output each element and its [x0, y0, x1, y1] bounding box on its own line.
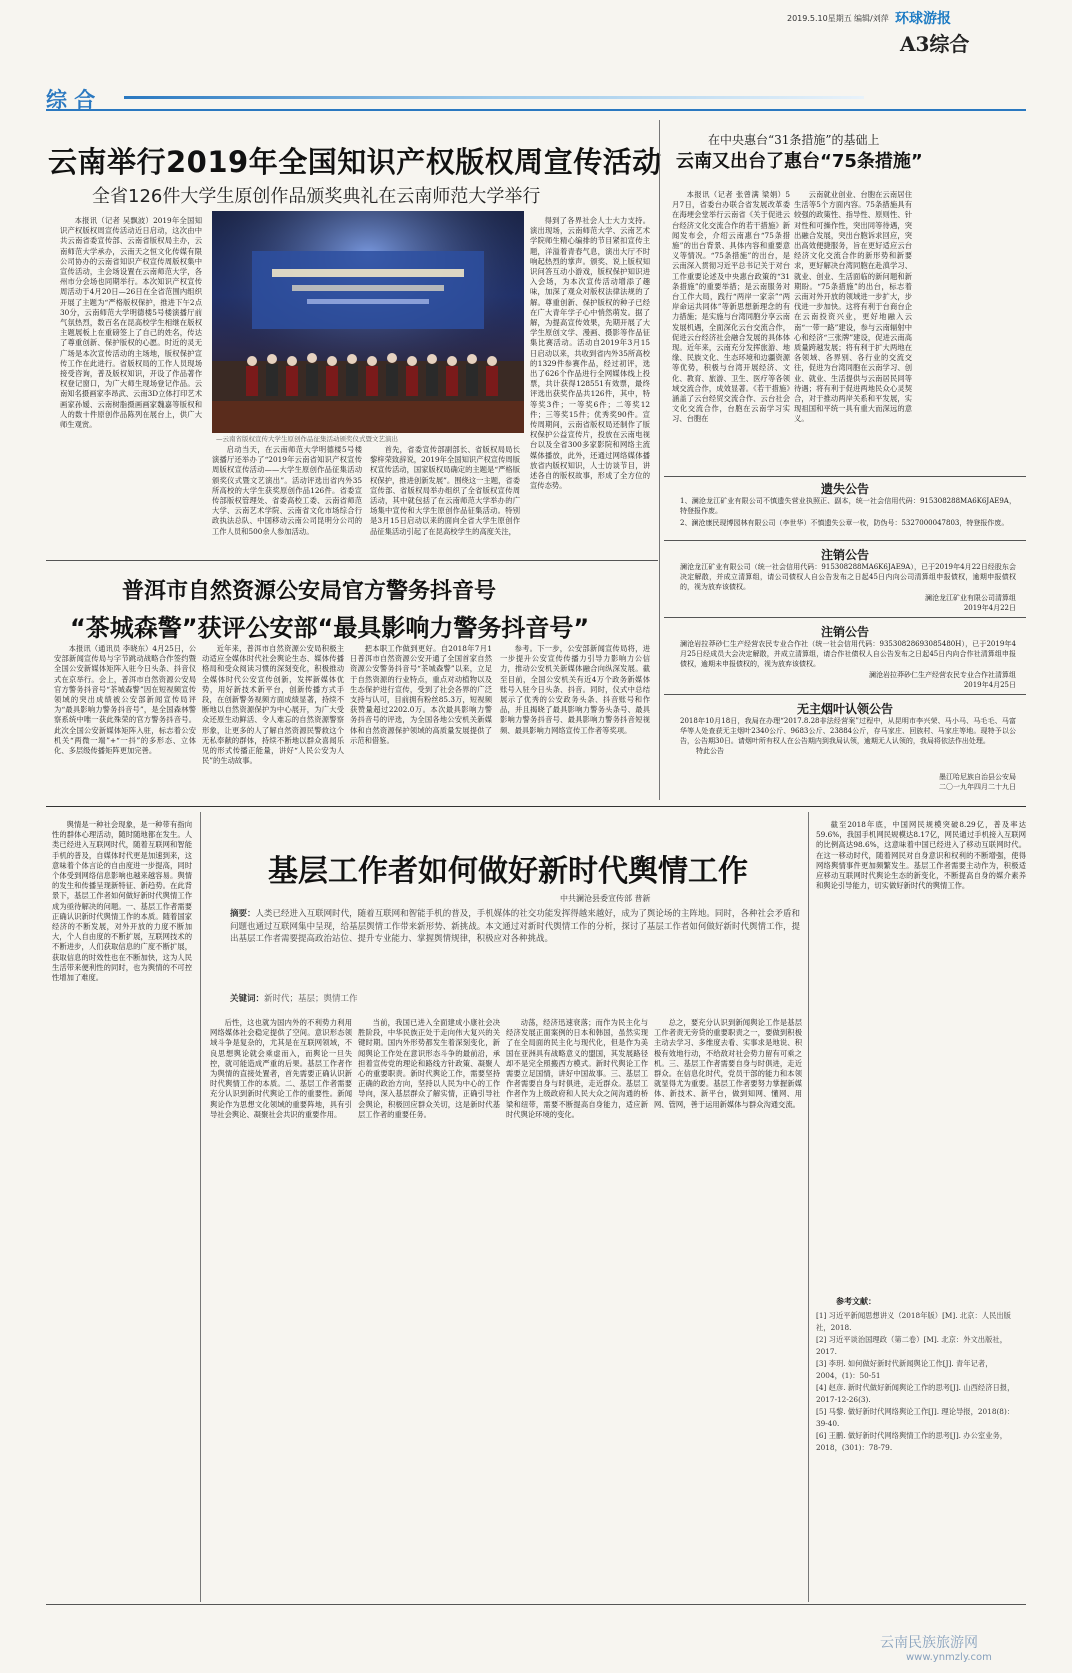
- reference-item: [5] 马黎. 做好新时代网络舆论工作[J]. 理论导报，2018(8)：39-40.: [816, 1407, 1015, 1428]
- right-kicker: 在中央惠台“31条措施”的基础上: [708, 133, 880, 147]
- right-headline: 云南又出台了惠台“75条措施”: [676, 151, 923, 172]
- abstract-text: 人类已经进入互联网时代，随着互联网和智能手机的普及，手机媒体的社交功能发挥得越来越好，成为了舆论场的主阵地。同时，各种社会矛盾和问题也通过互联网集中呈现，给基层舆情工作带来新形势、新挑战。本文通过对新时代舆情工作的分析，探讨了基层工作者如何做好新时代舆情工作，提出基层工作者需要提高政治站位、提升专业能力、掌握舆情规律，积极应对各种挑战。: [230, 909, 800, 944]
- event-photo: [212, 211, 524, 433]
- feature-col-4: 总之，要充分认识到新闻舆论工作是基层工作者责无旁贷的重要职责之一，要做到积极主动去学习、多维度去看、实事求是地说、积极有效地行动，不给敌对社会势力留有可乘之机。三、基层工作者需要自身与时俱进，走近群众。在信息化时代，党员干部的能力和本领就显得尤为重要。基层工作者要努力掌握新媒体、新技术、新平台，做到知网、懂网、用网、管网，善于运用新媒体与群众沟通交流。: [654, 1018, 802, 1109]
- section-label: 综 合: [46, 88, 96, 112]
- references-list: [816, 1310, 1016, 1454]
- feature-col-1: 后性，这也就为国内外的不利势力利用网络媒体社会稳定提供了空间。意识形态领域斗争是复杂的，尤其是在互联网领域，不良思想舆论就会乘虚而入，而舆论一旦失控，就可能造成严重的后果。基层工作者作为舆情的直接处置者，首先需要正确认识新时代舆情工作的本质。二、基层工作者需要充分认识到新时代舆论工作的重要性。新闻舆论作为思想文化领域的重要阵地，具有引导社会舆论、凝聚社会共识的重要作用。: [210, 1018, 352, 1119]
- feature-left-divider: [200, 812, 201, 1602]
- masthead-rule: [46, 109, 1026, 111]
- keywords-text: 新时代；基层；舆情工作: [264, 994, 358, 1004]
- masthead-date: 2019.5.10星期五: [787, 14, 852, 23]
- references-title: 参考文献：: [836, 1297, 876, 1306]
- feature-rule: [46, 806, 1026, 807]
- second-story-rule: [46, 560, 658, 561]
- main-col-4: 得到了各界社会人士大力支持。演出现场，云南师范大学、云南艺术学院师生精心编排的节目紧扣宣传主题，洋溢着青春气息，演出大厅不时响起热烈的掌声。颁奖、说上版权知识问答互动小游戏，版权保护知识进入会场，为本次宣传活动增添了趣味，加深了观众对版权法律法规的了解。尊重创新、保护版权的种子已经在广大青年学子心中悄然萌发。据了解，为提高宣传效果，先期开展了大学生原创文学、漫画、摄影等作品征集比赛活动。活动自2019年3月15日启动以来，共收到省内外35所高校的1329件参赛作品，经过初评，选出了626个作品进行全网媒体线上投票，共计获得128551有效票，最终评选出获奖作品共126件，其中，特等奖3件；一等奖6件；二等奖12件；三等奖15件；优秀奖90件。宣传周期间，云南省版权局还制作了版权保护公益宣传片，投放在云南电视台以及全省300多家影院和网络主流媒体播放，此外，还通过网络媒体播放省内版权知识，人士访谈节目，讲述各自的版权故事，形成了全方位的宣传态势。: [530, 216, 650, 491]
- main-col-2: 启动当天，在云南师范大学明德楼5号楼演播厅还举办了“2019年云南省知识产权宣传周版权宣传活动——大学生原创作品征集活动颁奖仪式暨文艺演出”。活动评选出省内外35所高校的大学生获奖原创作品126件。省委宣传部版权管理处、省委高校工委、云南省师范大学、云南艺术学院、云南省文化市场综合行政执法总队、中国移动云南公司昆明分公司的工作人员和500余人参加活动。: [212, 445, 362, 536]
- second-col-1: 本报讯（通讯员 李晓东）4月25日，公安部新闻宣传局与字节跳动战略合作签约暨全国公安新媒体矩阵入驻今日头条、抖音仪式在京举行。会上，普洱市自然资源公安局官方警务抖音号“茶城森警”因在短视频宣传领域的突出成绩被公安部新闻宣传局评为“最具影响力警务抖音号”，是全国森林警察系统中唯一获此殊荣的官方警务抖音号。此次全国公安新媒体矩阵入驻，标志着公安机关“两微一端”+“一抖”的多形态、立体化、多层级传播矩阵更加完善。: [54, 644, 196, 756]
- cancel-notice-2-title: 注销公告: [820, 625, 869, 639]
- feature-headline: 基层工作者如何做好新时代舆情工作: [268, 854, 748, 889]
- cancel-notice-2-body: 澜沧岩拉莽砂仁生产经营农民专业合作社（统一社会信用代码：93530828693085480H），已于2019年4月25日经成员大会决定解散，并成立清算组，请合作社债权人自公告发布之日起45日内向合作社清算组申报债权，逾期未申报债权的，视为放弃该债权。: [680, 640, 1016, 668]
- reference-item: [4] 赵彦. 新时代做好新闻舆论工作的思考[J]. 山西经济日报，2017-12-26(3).: [816, 1383, 1015, 1404]
- lost-notice-title: 遗失公告: [820, 482, 869, 496]
- feature-keywords: [230, 992, 358, 1004]
- cancel-notice-1-title: 注销公告: [820, 548, 869, 562]
- main-headline: 云南举行2019年全国知识产权版权周宣传活动: [48, 145, 662, 179]
- divider-main-right: [659, 120, 660, 560]
- notice-rule-4: [664, 694, 1026, 695]
- notice-rule-top: [664, 476, 1026, 477]
- reference-item: [2] 习近平谈治国理政（第二卷）[M]. 北京：外文出版社，2017.: [816, 1335, 1007, 1356]
- lost-notice-item-1: 1、澜沧龙江矿业有限公司不慎遗失营业执照正、副本，统一社会信用代码：915308288MA6K6JAE9A，特登报作废。: [680, 497, 1016, 515]
- paper-name: 环球游报: [895, 11, 951, 27]
- second-col-2: 近年来，普洱市自然资源公安局积极主动适应全媒体时代社会舆论生态、媒体传播格局和受众阅读习惯的深刻变化，积极推动全媒体时代公安宣传创新，发挥新媒体优势，用好新技术新平台，创新传播方式手段，在创新警务视频方面成绩显著，持续不断地以自然资源保护为中心展开，为广大受众还原生动鲜活、令人难忘的自然资源警察形象，让更多的人了解自然资源民警救这个无私奉献的群体，持续不断地以群众喜闻乐见的形式传播正能量，讲好“人民公安为人民”的生动故事。: [202, 644, 344, 766]
- cigarette-notice-date: 二〇一九年四月二十九日: [939, 783, 1016, 791]
- feature-right-divider: [808, 812, 809, 1602]
- cancel-notice-1-signature: 澜沧龙江矿业有限公司清算组: [925, 594, 1016, 602]
- cancel-notice-1-date: 2019年4月22日: [963, 604, 1016, 612]
- lost-notice-item-2: 2、澜沧康民现博园林有限公司（李世华）不慎遗失公章一枚，防伪号：5327000047803，特登报作废。: [680, 519, 1009, 527]
- second-headline-1: 普洱市自然资源公安局官方警务抖音号: [122, 579, 497, 604]
- keywords-label: 关键词：: [230, 994, 265, 1004]
- feature-col-2: 当前，我国已进入全面建成小康社会决胜阶段，中华民族正处于走向伟大复兴的关键时期。国内外形势都发生着深刻变化，新闻舆论工作处在意识形态斗争的最前沿，承担着宣传党的理论和路线方针政策、凝聚人心的重要职责。新时代舆论工作，需要坚持正确的政治方向，坚持以人民为中心的工作导向，深入基层群众了解实情，正确引导社会舆论，积极回应群众关切，这是新时代基层工作者的重要任务。: [358, 1018, 500, 1119]
- right-col-3: [916, 190, 1026, 472]
- feature-left-col: 舆情是一种社会现象，是一种带有指向性的群体心理活动，随时随地都在发生。人类已经进入互联网时代，随着互联网和智能手机的普及，自媒体时代更是加速到来，这意味着个体言论的自由度进一步提高，同时个体受到网络信息影响也越来越容易。舆情的发生和传播呈现新特征、新趋势。在此背景下，基层工作者如何做好新时代舆情工作成为亟待解决的问题。一、基层工作者需要正确认识新时代舆情工作的本质。随着国家经济的不断发展，对外开放的力度不断加大，个人自由度的不断扩展，互联网技术的不断进步，人们获取信息的广度不断扩展，获取信息的时效性也在不断加快，这为人民生活带来便利性的同时，也为舆情的不可控性增加了难度。: [52, 820, 192, 983]
- cancel-notice-1-body: 澜沧龙江矿业有限公司（统一社会信用代码：915308288MA6K6JAE9A），已于2019年4月22日经股东会决定解散，并成立清算组，请公司债权人自公告发布之日起45日内向公司清算组申报债权，逾期申报债权的，视为放弃该债权。: [680, 563, 1016, 591]
- reference-item: [1] 习近平新闻思想讲义（2018年版）[M]. 北京：人民出版社，2018.: [816, 1311, 1011, 1332]
- feature-author: 中共澜沧县委宣传部 普新: [560, 894, 651, 903]
- cigarette-notice-body: 2018年10月18日，我局在办理“2017.8.28非法经营案”过程中，从昆明市李兴荣、马小马、马毛毛、马富华等人处查获无主烟叶2340公斤、9683公斤、23884公斤，存马家庄、回族村、马家庄等地。现特予以公告，公告期30日。请烟叶所有权人在公告期内到我局认领，逾期无人认领的，我局将依法作出处理。: [680, 717, 1016, 745]
- feature-right-col: 截至2018年底，中国网民规模突破8.29亿，普及率达59.6%，我国手机网民规模达8.17亿，网民通过手机接入互联网的比例高达98.6%，这意味着中国已经进入了移动互联网时代。在这一移动时代，随着网民对自身意识和权利的不断增强，使得网络舆情事件更加频繁发生。基层工作者需要主动作为，积极适应移动互联网时代舆论生态的新变化，不断提高自身的媒介素养和舆论引导能力，切实做好新时代的舆情工作。: [816, 820, 1026, 891]
- masthead-editor: 编辑/刘萍: [854, 14, 889, 23]
- feature-abstract: [230, 908, 800, 980]
- main-col-3: 首先，省委宣传部副部长、省版权局局长黎梓荣致辞说，2019年全国知识产权宣传周版权宣传活动，国家版权局确定的主题是“严格版权保护，推进创新发展”。围绕这一主题，省委宣传部、省版权局举办组织了全省版权宣传周活动，其中就包括了在云南师范大学举办的广场集中宣传和大学生原创作品征集活动。特别是3月15日启动以来的面向全省大学生原创作品征集活动引起了在昆高校学生的高度关注，: [370, 445, 520, 536]
- feature-col-3: 动荡，经济迅速衰落；而作为民主化与经济发展正面案例的日本和韩国，虽然实现了在全局面的民主化与现代化，但是作为美国在亚洲具有战略意义的盟国，其发展路径却不是完全照搬西方模式。新时代舆论工作需要立足国情，讲好中国故事。三、基层工作者需要自身与时俱进，走近群众。基层工作者作为上级政府和人民大众之间沟通的桥梁和纽带，需要不断提高自身能力，适应新时代舆论环境的变化。: [506, 1018, 648, 1119]
- notice-rule-3: [664, 617, 1026, 618]
- second-col-4: 参考。下一步，公安部新闻宣传局将，进一步提升公安宣传传播力引导力影响力公信力，推动公安机关新媒体融合向纵深发展。截至目前，全国公安机关有近4万个政务新媒体账号入驻今日头条、抖音。同时，仪式中总结展示了优秀的公安政务头条、抖音账号和作品，并且揭晓了最具影响力警务头条号、最具影响力警务抖音号、最具影响力警务抖音短视频、最具影响力网络宣传工作者等奖项。: [500, 644, 650, 735]
- watermark-url: www.ynmzly.com: [906, 1652, 992, 1663]
- section-band: [124, 96, 864, 99]
- cigarette-notice-org: 墨江哈尼族自治县公安局: [939, 773, 1016, 781]
- notice-rule-2: [664, 540, 1026, 541]
- abstract-label: 摘要：: [230, 909, 256, 919]
- page-label: A3综合: [900, 32, 970, 56]
- bottom-rule: [46, 1604, 1026, 1605]
- cigarette-notice-title: 无主烟叶认领公告: [796, 702, 893, 716]
- divider-second-notices: [659, 560, 660, 800]
- cancel-notice-2-signature: 澜沧岩拉莽砂仁生产经营农民专业合作社清算组: [869, 671, 1016, 679]
- cancel-notice-2-date: 2019年4月25日: [963, 681, 1016, 689]
- photo-caption: —云南省版权宣传大学生原创作品征集活动颁奖仪式暨文艺演出: [216, 435, 398, 443]
- stage-illustration: [212, 211, 524, 433]
- main-subheadline: 全省126件大学生原创作品颁奖典礼在云南师范大学举行: [92, 186, 541, 207]
- second-col-3: 把本职工作做到更好。自2018年7月1日普洱市自然资源公安开通了全国首家自然资源公安警务抖音号“茶城森警”以来，立足于自然资源的行业特点，重点对动植物以及生态保护进行宣传，受到了社会各界的广泛支持与认可，目前拥有粉丝85.3万，短视频获赞量超过2202.0万。本次最具影响力警务抖音号的评选，为全国各地公安机关新媒体和自然资源保护领域的高质量发展提供了示范和借鉴。: [350, 644, 492, 745]
- right-col-2: 云南就业创业、台胞在云南居住生活等5个方面内容。75条措施具有较强的政策性、指导性、原则性、针对性和可操作性，突出同等待遇，突出融合发展，突出台胞诉求回应，突出高效便捷服务，旨在更好适应云台经济文化交流合作的新形势和新要求，更好解决台湾同胞在赴滇学习、就业、创业、生活面临的新问题和新期盼。“75条措施”的出台，标志着云南对外开放的领域进一步扩大，步伐进一步加快。这将有利于台商台企在云南投资兴业，更好地融入云南“一带一路”建设，参与云南辐射中心和经济“三张牌”建设，促进云南高质量跨越发展；将有利于扩大两地在各领域、各界别、各行业的交流交往，促进为台湾同胞在云南学习、创业、就业、生活提供与云南居民同等待遇；将有利于促进两地民众心灵契合，对于推动两岸关系和平发展，实现祖国和平统一具有重大而深远的意义。: [794, 190, 912, 424]
- main-col-1: 本报讯（记者 吴飘波）2019年全国知识产权版权周宣传活动近日启动，这次由中共云南省委宣传部、云南省版权局主办，云南师范大学承办，云南天之恒文化传媒有限公司协办的云南省知识产权宣传周版权集中宣传活动，主会场设置在云南师范大学，各州市分会场也同期举行。本次知识产权宣传周活动于4月20日—26日在全省范围内组织开展了主题为“严格版权保护，推进下午2点30分，云南师范大学明德楼5号楼演播厅前气氛热烈，数百名在昆高校学生相继在版权主题展板上在重磅签上了自己的姓名，传达了尊重创新、保护版权的心愿。时近的灵无广场是本次宣传活动的主场地，版权保护宣传工作在此进行。省版权局的工作人员现场接受咨询，普及版权知识，开设了作品著作权登记窗口，为广大师生现场登记作品。云南知名摄画家李昂武、云南3D立体打印艺术画家孙嫒、云南树脂摄画画家魏嘉等版权和人的数十件原创作品陈列在展台上，供广大师生观赏。: [60, 216, 202, 430]
- watermark-text: 云南民族旅游网: [880, 1635, 978, 1651]
- second-headline-2: “茶城森警”获评公安部“最具影响力警务抖音号”: [70, 614, 590, 642]
- reference-item: [6] 王鹏. 做好新时代网络舆情工作的思考[J]. 办公室业务，2018，(301)：78-79.: [816, 1431, 1008, 1452]
- right-col-1: 本报讯（记者 张曾满 梁娟）5月7日，省委台办联合省发展改革委在海埂会堂举行云南省《关于促进云台经济文化交流合作的若干措施》新闻发布会，介绍云南惠台“75条措施”的出台背景、具体内容和重要意义等情况。“75条措施”的出台，是云南深入贯彻习近平总书记关于对台工作重要论述及中央惠台政策的“31条措施”的重要举措；是云南服务对台工作大局，践行“两岸一家亲”“两岸命运共同体”等新思想新理念的有力措施；是实施与台湾同胞分享云南发展机遇，全面深化云台交流合作，促进云台经济社会融合发展的具体体现。近年来，云南充分发挥旅游、地缘、民族文化、生态环境和边疆资源等优势，积极与台湾开展经济、文化、教育、旅游、卫生、医疗等各领域交流合作，成效显著。《若干措施》涵盖了云台经贸交流合作、云台社会文化交流合作，台胞在云南学习实习、台胞在: [672, 190, 790, 424]
- reference-item: [3] 李玥. 如何做好新时代新闻舆论工作[J]. 青年记者，2004，(1)：50-51: [816, 1359, 993, 1380]
- cigarette-notice-signature: 特此公告: [696, 747, 724, 755]
